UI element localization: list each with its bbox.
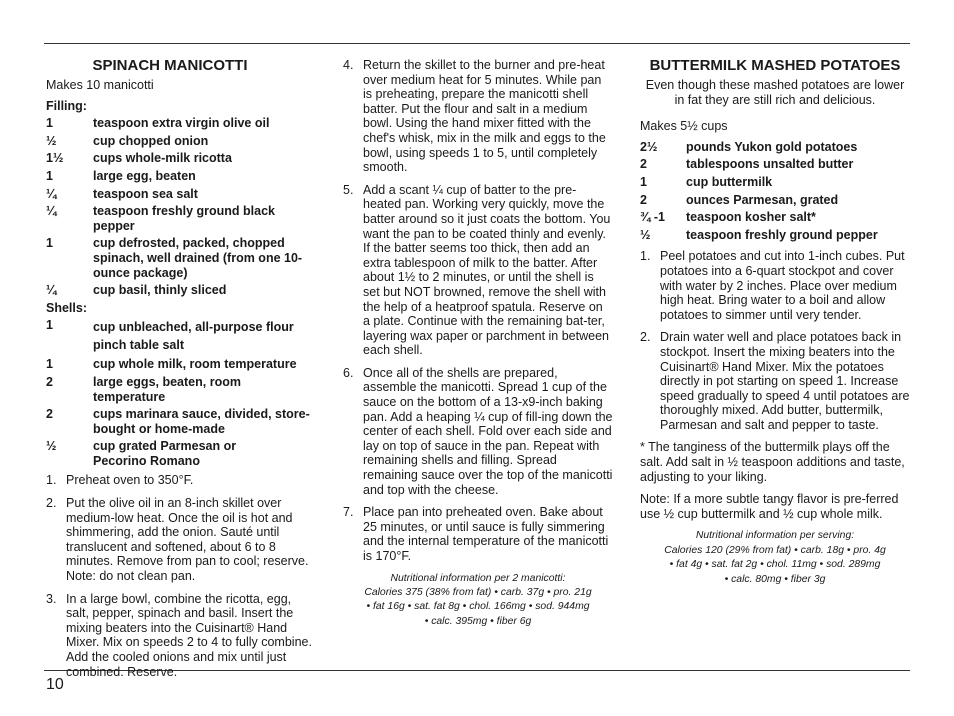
recipe-title: BUTTERMILK MASHED POTATOES: [649, 57, 901, 74]
instruction-step: 7. Place pan into preheated oven. Bake about 25 minutes, or until sauce is fully simmering and the internal temperature of the manicotti is 170°F.: [343, 505, 609, 563]
manicotti-continued-column: [343, 58, 613, 629]
instruction-step: 4. Return the skillet to the burner and pre-heat over medium heat for 5 minutes. While pan is preheating, prepare the manicotti shell batter. Put the flour and salt in a medium bowl. Using the hand mixer fitted with the chef's whisk, mix in the milk and eggs to the bowl, using speeds 1 to 5, until completely smooth.: [343, 58, 606, 175]
ingredient-row: ½ cup grated Parmesan or Pecorino Romano: [46, 439, 237, 468]
instruction-step: 5. Add a scant ¼ cup of batter to the pre-heated pan. Working very quickly, move the batter around so it just coats the bottom. You want the pan to be coated thinly and evenly. If the batter seems too thick, then add an extra tablespoon of milk to the batter. After about 1½ to 2 minutes, or until the shell is set but NOT browned, remove the shell with the help of a heatproof spatula. Reserve on a plate. Continue with the remaining bat-ter, layering wax paper or parchment in between each shell.: [343, 182, 611, 358]
recipe-yield: Makes 10 manicotti: [46, 78, 154, 92]
ingredient-row: ¼ cup basil, thinly sliced: [46, 283, 227, 298]
ingredient-row: 1 large egg, beaten: [46, 168, 196, 183]
instruction-step: 3. In a large bowl, combine the ricotta, egg, salt, pepper, spinach and basil. Insert the mixing beaters into the Cuisinart® Hand Mixer. Mix on speeds 2 to 4 to fully combine. Add the cooled onions and mix until just combined. Reserve.: [46, 591, 312, 679]
ingredient-row: 2 large eggs, beaten, room temperature: [46, 374, 241, 404]
ingredient-row: 1½ cups whole-milk ricotta: [46, 151, 232, 166]
ingredient-row: 1 cup whole milk, room temperature: [46, 357, 297, 372]
nutrition-info: Nutritional information per serving: Calories 120 (29% from fat) • carb. 18g • pro. 4g • fat 4g • sat. fat 2g • chol. 11mg • sod. 289mg • calc. 80mg • fiber 3g: [664, 530, 886, 585]
buttermilk-potatoes-column: [640, 58, 910, 587]
shells-label: Shells:: [46, 300, 87, 315]
buttermilk-note: Note: If a more subtle tangy flavor is pre-ferred use ½ cup buttermilk and ½ cup whole milk.: [640, 492, 899, 521]
ingredient-row: ½ teaspoon freshly ground pepper: [640, 227, 878, 242]
filling-label: Filling:: [46, 98, 87, 113]
instruction-step: 2. Put the olive oil in an 8-inch skillet over medium-low heat. Once the oil is hot and shimmering, add the onion. Sauté until translucent and softened, about 6 to 8 minutes. Remove from pan to cool; reserve. Note: do not clean pan.: [46, 496, 309, 584]
ingredient-row: 1 teaspoon extra virgin olive oil: [46, 116, 270, 131]
ingredient-row: ¼ teaspoon sea salt: [46, 186, 198, 201]
ingredient-row: 1 cup buttermilk: [640, 174, 773, 189]
ingredient-row: 2 tablespoons unsalted butter: [640, 157, 854, 172]
ingredient-row: 1 cup defrosted, packed, chopped spinach, well drained (from one 10-ounce package): [46, 236, 303, 280]
ingredient-row: 2 ounces Parmesan, grated: [640, 192, 839, 207]
page-number: 10: [46, 676, 64, 693]
salt-footnote: * The tanginess of the buttermilk plays off the salt. Add salt in ½ teaspoon additions and taste, adjusting to your liking.: [640, 440, 905, 484]
instruction-step: 6. Once all of the shells are prepared, assemble the manicotti. Spread 1 cup of the sauce on the bottom of a 13-x9-inch baking pan. Add a heaping ¼ cup of fill-ing down the center of each shell. Fold over each side and lay on top of sauce in the pan. Repeat with remaining shells and filling. Spread remaining sauce over the top of the manicotti and top with the cheese.: [343, 365, 613, 497]
recipe-intro: Even though these mashed potatoes are lower in fat they are still rich and delicious.: [645, 78, 905, 107]
recipe-yield: Makes 5½ cups: [640, 119, 728, 134]
instruction-step: 1. Preheat oven to 350°F.: [46, 473, 194, 488]
ingredient-row: ¾ -1 teaspoon kosher salt*: [640, 210, 816, 225]
ingredient-row: ½ cup chopped onion: [46, 133, 209, 148]
instruction-step: 1. Peel potatoes and cut into 1-inch cubes. Put potatoes into a 6-quart stockpot and cover with water by 2 inches. Place over medium high heat. Bring water to a boil and allow potatoes to simmer until very tender.: [640, 249, 905, 322]
spinach-manicotti-column: [46, 58, 314, 687]
ingredient-row: ¼ teaspoon freshly ground black pepper: [46, 204, 275, 233]
instruction-step: 2. Drain water well and place potatoes back in stockpot. Insert the mixing beaters into the Cuisinart® Hand Mixer. Mix the potatoes directly in pot starting on speed 1. Increase speed gradually to speed 4 until potatoes are thoroughly mixed. Add butter, buttermilk, Parmesan and salt and pepper to taste.: [640, 330, 910, 432]
ingredient-row: 2 cups marinara sauce, divided, store-bought or home-made: [46, 407, 310, 436]
ingredient-row: 2½ pounds Yukon gold potatoes: [640, 139, 858, 154]
ingredient-row: 1 cup unbleached, all-purpose flour pinch table salt: [46, 318, 294, 353]
nutrition-info: Nutritional information per 2 manicotti: Calories 375 (38% from fat) • carb. 37g • pro. 21g • fat 16g • sat. fat 8g • chol. 166mg • sod. 944mg • calc. 395mg • fiber 6g: [364, 572, 592, 627]
recipe-title: SPINACH MANICOTTI: [92, 57, 248, 74]
top-rule: [44, 43, 910, 44]
